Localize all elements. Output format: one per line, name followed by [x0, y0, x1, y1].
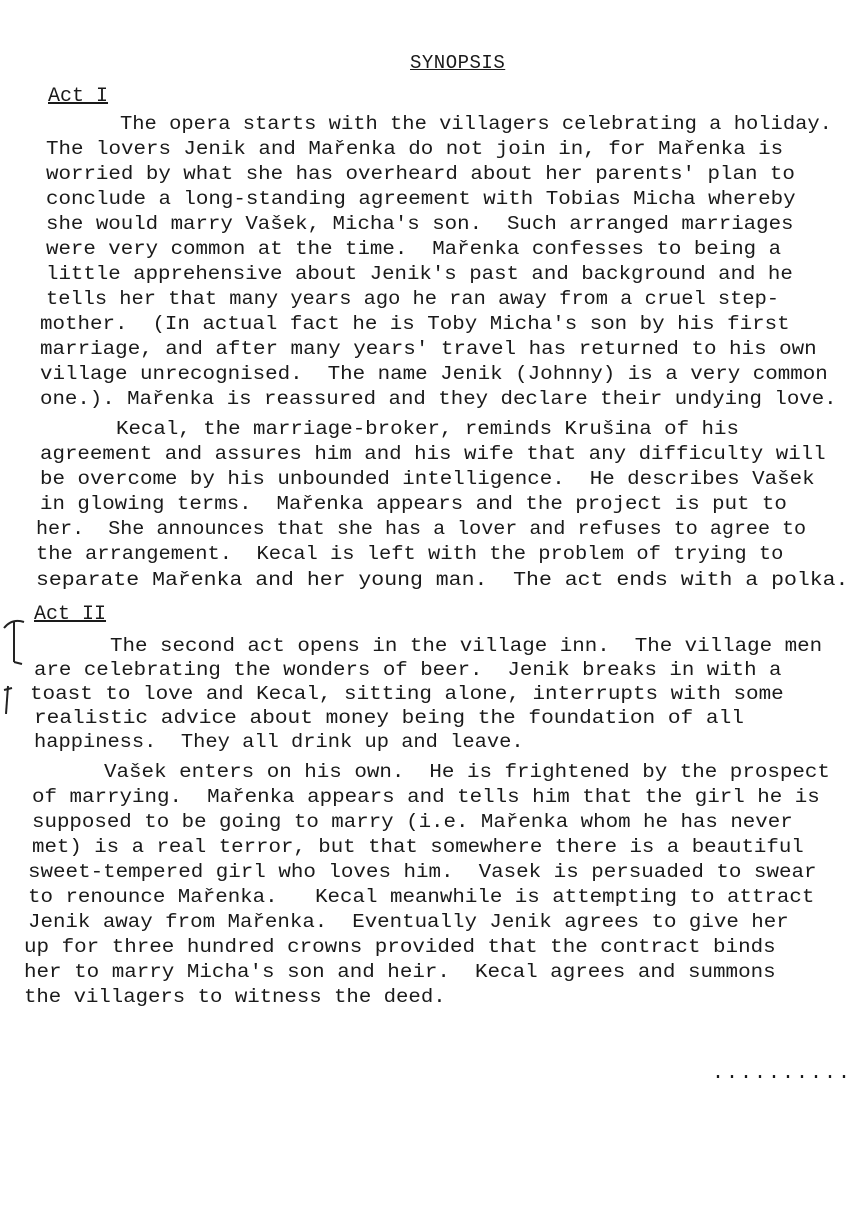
- act-2-line: met) is a real terror, but that somewhere there is a beautiful: [32, 836, 804, 858]
- act-1-line: be overcome by his unbounded intelligence. He describes Vašek: [40, 468, 815, 490]
- act-2-line: toast to love and Kecal, sitting alone, interrupts with some: [30, 683, 784, 705]
- act-1-line: one.). Mařenka is reassured and they declare their undying love.: [40, 388, 837, 410]
- act-2-heading: Act II: [34, 603, 107, 626]
- act-2-line: realistic advice about money being the foundation of all: [34, 707, 744, 729]
- act-1-line: agreement and assures him and his wife that any difficulty will: [40, 443, 826, 465]
- act-2-line: are celebrating the wonders of beer. Jenik breaks in with a: [34, 659, 782, 681]
- page-title: SYNOPSIS: [410, 52, 506, 74]
- act-2-line: the villagers to witness the deed.: [24, 986, 446, 1008]
- act-2-line: up for three hundred crowns provided that the contract binds: [24, 936, 776, 958]
- act-2-line: The second act opens in the village inn. The village men: [110, 635, 823, 657]
- act-1-line: separate Mařenka and her young man. The act ends with a polka.: [36, 569, 849, 591]
- act-1-line: little apprehensive about Jenik's past and background and he: [46, 263, 793, 285]
- act-1-line: village unrecognised. The name Jenik (Johnny) is a very common: [40, 363, 828, 385]
- act-1-line: the arrangement. Kecal is left with the problem of trying to: [36, 543, 784, 565]
- act-1-line: in glowing terms. Mařenka appears and the project is put to: [40, 493, 787, 515]
- act-1-line: Kecal, the marriage-broker, reminds Krušina of his: [116, 418, 739, 440]
- act-1-line: marriage, and after many years' travel has returned to his own: [40, 338, 817, 360]
- act-1-line: were very common at the time. Mařenka confesses to being a: [46, 238, 782, 260]
- act-1-line: The lovers Jenik and Mařenka do not join in, for Mařenka is: [46, 138, 784, 160]
- act-2-line: happiness. They all drink up and leave.: [34, 731, 524, 753]
- act-1-line: mother. (In actual fact he is Toby Micha's son by his first: [40, 313, 790, 335]
- continuation-dots: ..........: [712, 1062, 853, 1085]
- act-2-line: sweet-tempered girl who loves him. Vasek is persuaded to swear: [28, 861, 817, 883]
- act-1-line: her. She announces that she has a lover and refuses to agree to: [36, 518, 807, 540]
- act-2-line: to renounce Mařenka. Kecal meanwhile is attempting to attract: [28, 886, 815, 908]
- act-1-line: tells her that many years ago he ran away from a cruel step-: [46, 288, 780, 310]
- act-1-heading: Act I: [48, 85, 109, 108]
- act-2-line: Jenik away from Mařenka. Eventually Jenik agrees to give her: [28, 911, 789, 933]
- act-2-line: Vašek enters on his own. He is frightened by the prospect: [104, 761, 830, 783]
- act-1-line: conclude a long-standing agreement with Tobias Micha whereby: [46, 188, 796, 210]
- act-1-line: The opera starts with the villagers celebrating a holiday.: [120, 113, 832, 135]
- act-2-line: her to marry Micha's son and heir. Kecal agrees and summons: [24, 961, 776, 983]
- act-2-line: of marrying. Mařenka appears and tells him that the girl he is: [32, 786, 820, 808]
- act-1-line: she would marry Vašek, Micha's son. Such arranged marriages: [46, 213, 794, 235]
- act-1-line: worried by what she has overheard about her parents' plan to: [46, 163, 795, 185]
- act-2-line: supposed to be going to marry (i.e. Mařenka whom he has never: [32, 811, 793, 833]
- margin-bracket-mark: [2, 614, 28, 714]
